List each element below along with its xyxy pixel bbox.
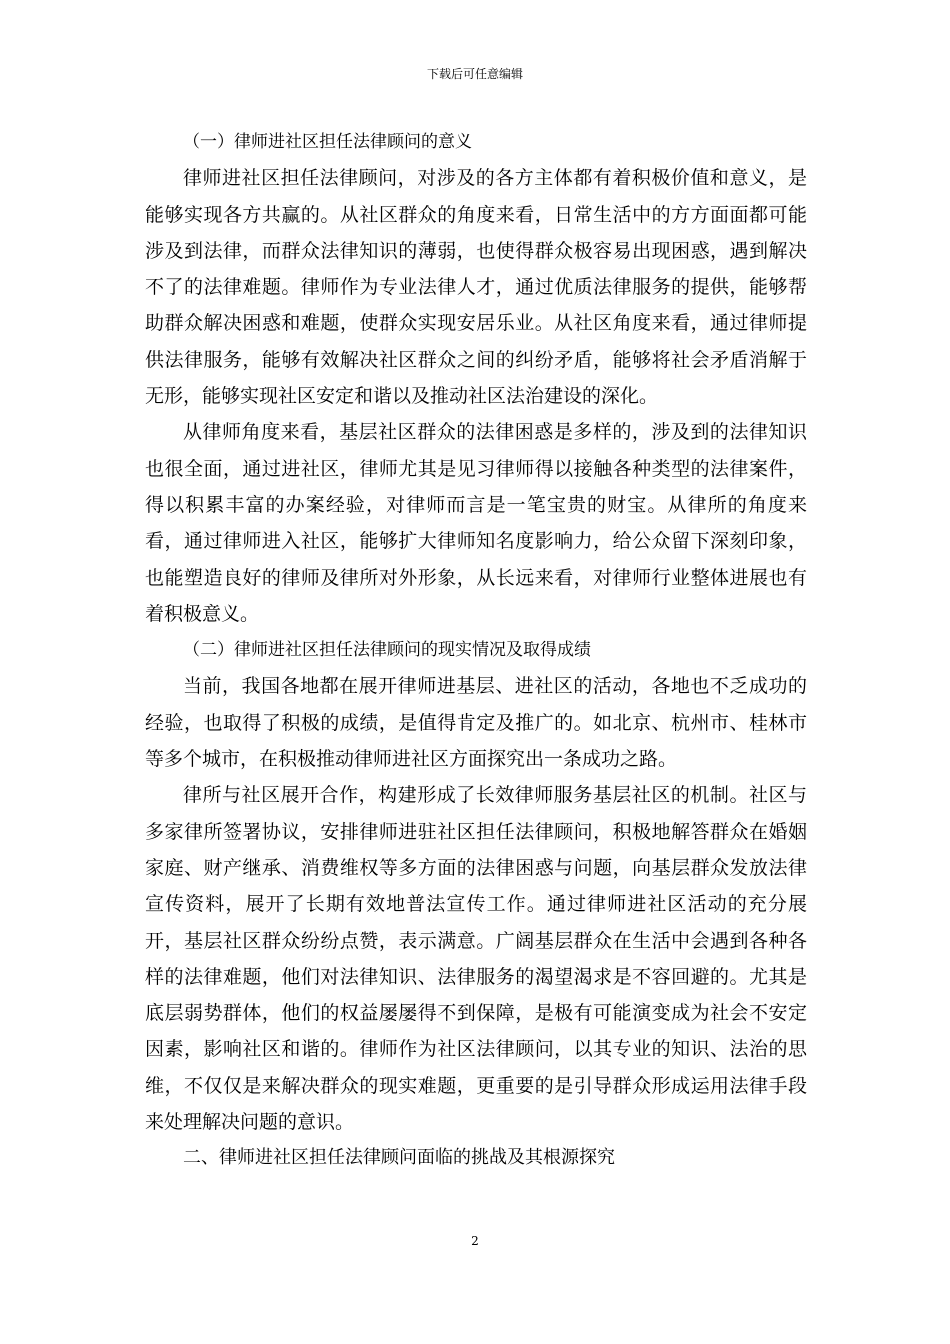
section-heading-2: （二）律师进社区担任法律顾问的现实情况及取得成绩 xyxy=(183,640,591,661)
paragraph-1: 律师进社区担任法律顾问，对涉及的各方主体都有着积极价值和意义，是能够实现各方共赢的。从社区群众的角度来看，日常生活中的方方面面都可能涉及到法律，而群众法律知识的薄弱，也使得群众极容易出现困惑，遇到解决不了的法律难题。律师作为专业法律人才，通过优质法律服务的提供，能够帮助群众解决困惑和难题，使群众实现安居乐业。从社区角度来看，通过律师提供法律服务，能够有效解决社区群众之间的纠纷矛盾，能够将社会矛盾消解于无形，能够实现社区安定和谐以及推动社区法治建设的深化。 xyxy=(145,167,807,408)
page-header: 下载后可任意编辑 xyxy=(426,67,523,81)
document-body xyxy=(145,124,807,1177)
section-heading-1: （一）律师进社区担任法律顾问的意义 xyxy=(183,132,472,152)
paragraph-2: 从律师角度来看，基层社区群众的法律困惑是多样的，涉及到的法律知识也很全面，通过进社区，律师尤其是见习律师得以接触各种类型的法律案件，得以积累丰富的办案经验，对律师而言是一笔宝贵的财宝。从律所的角度来看，通过律师进入社区，能够扩大律师知名度影响力，给公众留下深刻印象，也能塑造良好的律师及律所对外形象，从长远来看，对律师行业整体进展也有着积极意义。 xyxy=(145,421,807,625)
paragraph-4: 律所与社区展开合作，构建形成了长效律师服务基层社区的机制。社区与多家律所签署协议，安排律师进驻社区担任法律顾问，积极地解答群众在婚姻家庭、财产继承、消费维权等多方面的法律困惑与问题，向基层群众发放法律宣传资料，展开了长期有效地普法宣传工作。通过律师进社区活动的充分展开，基层社区群众纷纷点赞，表示满意。广阔基层群众在生活中会遇到各种各样的法律难题，他们对法律知识、法律服务的渴望渴求是不容回避的。尤其是底层弱势群体，他们的权益屡屡得不到保障，是极有可能演变成为社会不安定因素，影响社区和谐的。律师作为社区法律顾问，以其专业的知识、法治的思维，不仅仅是来解决群众的现实难题，更重要的是引导群众形成运用法律手段来处理解决问题的意识。 xyxy=(145,784,807,1134)
chapter-heading-2: 二、律师进社区担任法律顾问面临的挑战及其根源探究 xyxy=(183,1147,615,1169)
page-number: 2 xyxy=(471,1234,479,1248)
paragraph-3: 当前，我国各地都在展开律师进基层、进社区的活动，各地也不乏成功的经验，也取得了积极的成绩，是值得肯定及推广的。如北京、杭州市、桂林市等多个城市，在积极推动律师进社区方面探究出一条成功之路。 xyxy=(145,675,807,771)
